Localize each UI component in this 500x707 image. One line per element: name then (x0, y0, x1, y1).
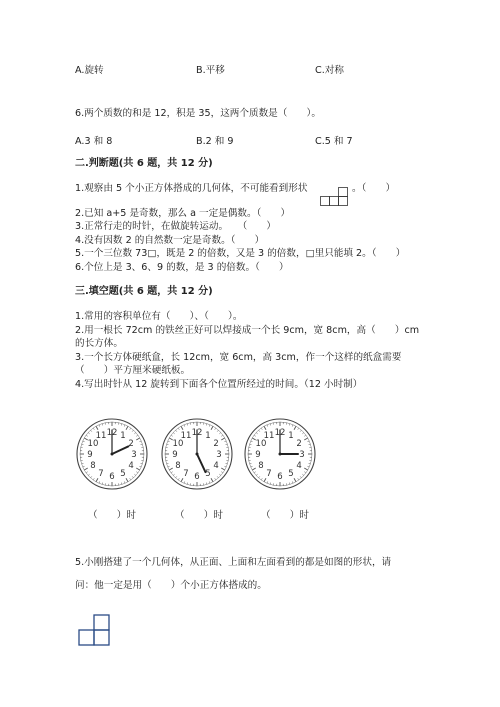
fill-item-5-cont: 问：他一定是用（ ）个小正方体搭成的。 (75, 580, 267, 591)
fill-item-2-cont: 的长方体。 (75, 338, 123, 349)
clock-number: 7 (266, 469, 272, 480)
fill-item-5: 5.小刚搭建了一个几何体，从正面、上面和左面看到的都是如图的形状，请 (75, 557, 392, 568)
clock-number: 8 (90, 461, 96, 471)
clock-number: 12 (191, 428, 203, 438)
q6-option-b[interactable]: B.2 和 9 (196, 136, 234, 147)
clock-number: 9 (87, 450, 93, 460)
clock-number: 2 (128, 439, 134, 449)
clock-number: 1 (205, 430, 211, 441)
clock-number: 12 (106, 428, 118, 438)
section2-title: 二.判断题(共 6 题，共 12 分) (75, 158, 213, 169)
clock-number: 9 (172, 450, 178, 460)
judge-item-2: 2.已知 a+5 是奇数，那么 a 一定是偶数。（ ） (75, 208, 291, 219)
clock-number: 12 (274, 428, 286, 438)
clock-number: 10 (172, 439, 184, 449)
clock-face (243, 417, 317, 491)
clock-number: 2 (213, 439, 219, 449)
clock-number: 3 (131, 450, 137, 460)
clock-number: 6 (109, 472, 115, 482)
clock-number: 4 (296, 461, 302, 471)
q6-question: 6.两个质数的和是 12，积是 35，这两个质数是（ ）。 (75, 108, 321, 119)
clock-number: 6 (194, 472, 200, 482)
cube-shape-icon (320, 186, 350, 206)
q5-option-c[interactable]: C.对称 (315, 65, 344, 76)
clock-number: 8 (258, 461, 264, 471)
fill-item-2: 2.用一根长 72cm 的铁丝正好可以焊接成一个长 9cm，宽 8cm，高（ ）cm (75, 325, 420, 336)
clock-number: 7 (183, 469, 189, 480)
clock-number: 4 (213, 461, 219, 471)
judge-item-6: 6.个位上是 3、6、9 的数，是 3 的倍数。（ ） (75, 262, 289, 273)
clock-number: 1 (120, 430, 126, 441)
clock-number: 7 (98, 469, 104, 480)
clock-number: 2 (296, 439, 302, 449)
clock-number: 9 (255, 450, 261, 460)
clock-number: 10 (255, 439, 267, 449)
clock-number: 6 (277, 472, 283, 482)
judge-item-5: 5.一个三位数 73□，既是 2 的倍数，又是 3 的倍数，□里只能填 2。（ ） (75, 248, 406, 259)
fill-item-1: 1.常用的容积单位有（ ）、（ ）。 (75, 311, 243, 322)
clock-answer-1: （ ）时 (88, 510, 136, 521)
clock-hand (112, 446, 128, 454)
clock-answer-2: （ ）时 (175, 510, 223, 521)
clock-number: 4 (128, 461, 134, 471)
q5-option-b[interactable]: B.平移 (196, 65, 225, 76)
clock-face (75, 417, 149, 491)
fill-item-3: 3.一个长方体硬纸盒，长 12cm，宽 6cm，高 3cm，作一个这样的纸盒需要 (75, 352, 402, 363)
judge-item-1: 1.观察由 5 个小正方体搭成的几何体，不可能看到形状 (75, 183, 308, 194)
clock-number: 10 (87, 439, 99, 449)
cube-figure-icon (78, 613, 112, 647)
clock-number: 3 (216, 450, 222, 460)
clock-number: 3 (299, 450, 305, 460)
q6-option-c[interactable]: C.5 和 7 (315, 136, 353, 147)
section3-title: 三.填空题(共 6 题，共 12 分) (75, 286, 213, 297)
clock-answer-3: （ ）时 (261, 510, 309, 521)
q5-option-a[interactable]: A.旋转 (75, 65, 104, 76)
clock-number: 11 (95, 430, 107, 441)
clock-number: 5 (205, 469, 211, 480)
clock-face (160, 417, 234, 491)
judge-item-1-tail: 。（ ） (352, 183, 396, 194)
fill-item-3-cont: （ ）平方厘米硬纸板。 (75, 365, 191, 376)
clock-hand (197, 454, 205, 472)
fill-item-4: 4.写出时针从 12 旋转到下面各个位置所经过的时间。（12 小时制） (75, 379, 363, 390)
clock-number: 5 (288, 469, 294, 480)
q6-option-a[interactable]: A.3 和 8 (75, 136, 113, 147)
clock-number: 11 (263, 430, 275, 441)
judge-item-3: 3.正常行走的时针，在做旋转运动。 （ ） (75, 221, 277, 232)
clock-number: 8 (175, 461, 181, 471)
judge-item-4: 4.没有因数 2 的自然数一定是奇数。（ ） (75, 235, 265, 246)
clock-number: 1 (288, 430, 294, 441)
clock-number: 5 (120, 469, 126, 480)
clock-number: 11 (180, 430, 192, 441)
